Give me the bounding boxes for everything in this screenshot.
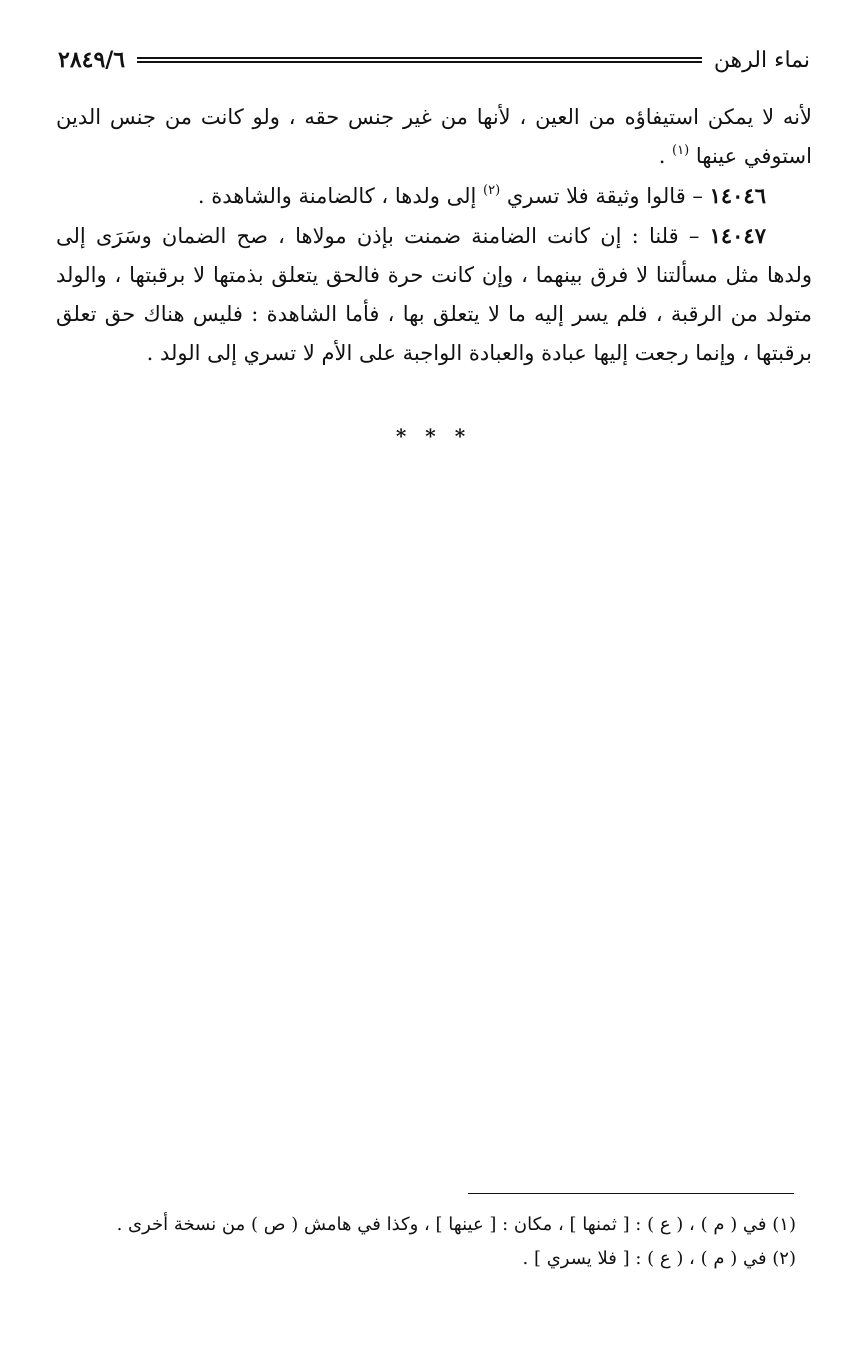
main-text bbox=[56, 98, 812, 373]
running-header bbox=[58, 40, 810, 80]
footnote-marker: (١) bbox=[672, 143, 690, 158]
footnotes bbox=[56, 1208, 796, 1276]
paragraph-text: – قالوا وثيقة فلا تسري bbox=[500, 184, 710, 208]
footnote-rule bbox=[468, 1193, 794, 1194]
text-punctuation: . bbox=[658, 144, 673, 168]
paragraph-14046 bbox=[56, 176, 812, 216]
text-line: لأنه لا يمكن استيفاؤه من العين ، لأنها من غير جنس حقه ، ولو كانت من جنس الدين bbox=[56, 105, 812, 129]
paragraph-text: إلى ولدها ، كالضامنة والشاهدة . bbox=[197, 184, 483, 208]
footnote-2: (٢) في ( م ) ، ( ع ) : [ فلا يسري ] . bbox=[522, 1248, 796, 1269]
footnote-marker: (٢) bbox=[483, 183, 501, 198]
text-line: استوفي عينها bbox=[695, 144, 812, 168]
paragraph-number: ١٤٠٤٦ bbox=[709, 183, 766, 208]
paragraph-text: – قلنا : إن كانت الضامنة ضمنت بإذن مولاها ، صح الضمان وسَرَى إلى ولدها مثل مسألتنا لا فرق بينهما ، وإن كانت حرة فالحق يتعلق بذمتها لا برقبتها ، والولد متولد من الرقبة ، فلم يسر إليه ما لا يتعلق بها ، فأما الشاهدة : فليس هناك حق تعلق برقبتها ، وإنما رجعت إليها عبادة والعبادة الواجبة على الأم لا تسري إلى الولد . bbox=[56, 224, 812, 365]
section-separator: * * * bbox=[395, 424, 472, 448]
page-number: ٢٨٤٩/٦ bbox=[58, 47, 126, 73]
paragraph-number: ١٤٠٤٧ bbox=[709, 223, 766, 248]
chapter-title: نماء الرهن bbox=[713, 47, 810, 73]
header-rule bbox=[137, 57, 702, 63]
footnote-1: (١) في ( م ) ، ( ع ) : [ ثمنها ] ، مكان : [ عينها ] ، وكذا في هامش ( ص ) من نسخة أخرى . bbox=[116, 1214, 796, 1235]
paragraph-continued bbox=[56, 98, 812, 176]
paragraph-14047 bbox=[56, 216, 812, 373]
